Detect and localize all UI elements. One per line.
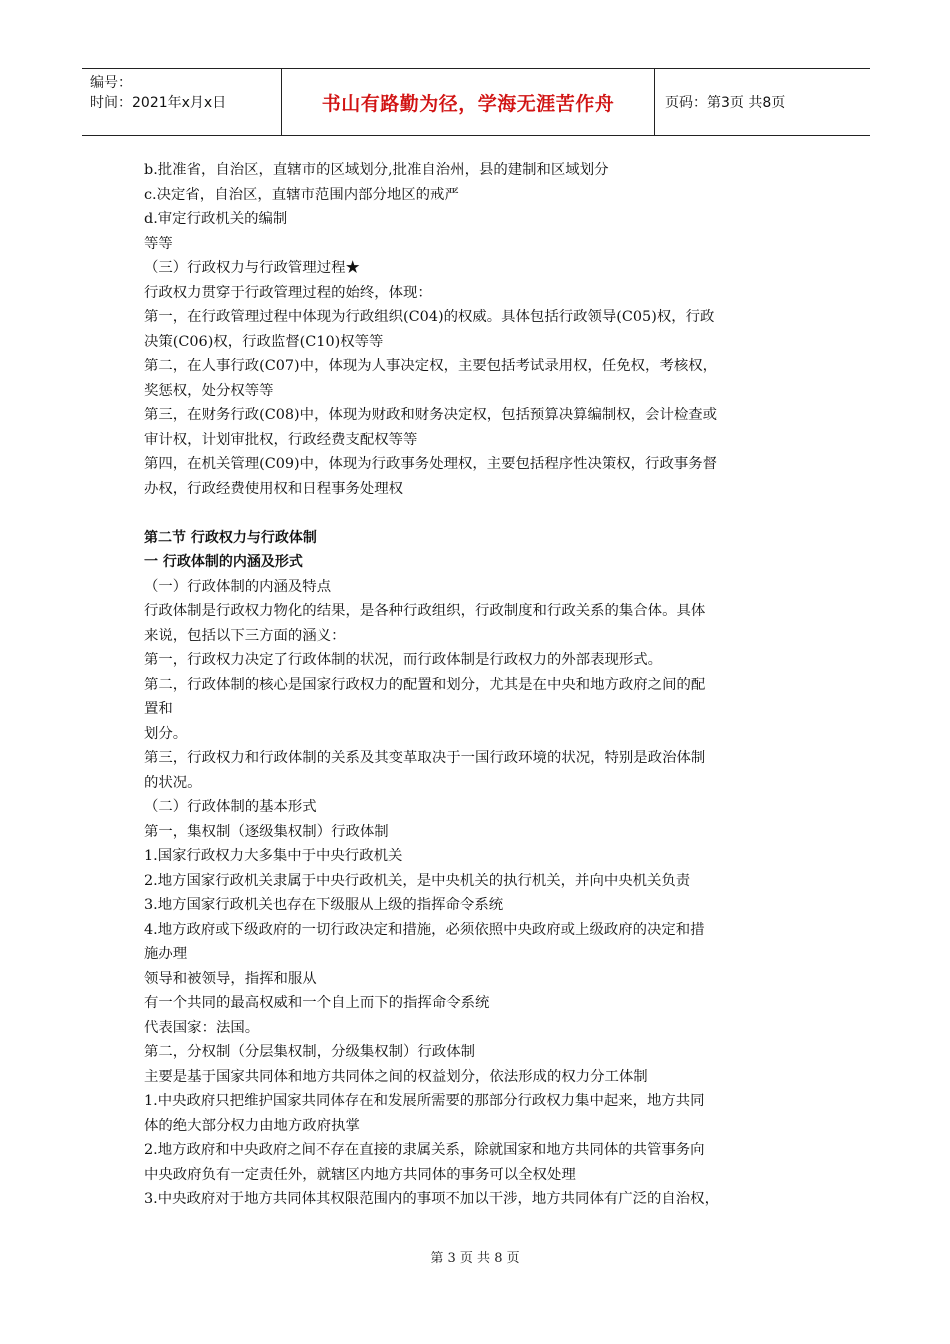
section-subtitle: 一 行政体制的内涵及形式	[144, 554, 303, 570]
body-line: 体的绝大部分权力由地方政府执掌	[144, 1117, 360, 1134]
page-footer: 第 3 页 共 8 页	[430, 1251, 520, 1266]
body-line: 奖惩权，处分权等等	[144, 382, 274, 399]
body-line: c.决定省，自治区，直辖市范围内部分地区的戒严	[144, 186, 459, 203]
body-line: 中央政府负有一定责任外，就辖区内地方共同体的事务可以全权处理	[144, 1166, 576, 1183]
body-line: 主要是基于国家共同体和地方共同体之间的权益划分，依法形成的权力分工体制	[144, 1068, 648, 1085]
document-body	[144, 158, 812, 1212]
section-title: 第二节 行政权力与行政体制	[144, 529, 317, 546]
body-line: 的状况。	[144, 774, 202, 791]
body-line: b.批准省，自治区，直辖市的区域划分,批准自治州，县的建制和区域划分	[144, 162, 609, 178]
header-motto: 书山有路勤为径，学海无涯苦作舟	[282, 69, 655, 135]
body-line: 第一，行政权力决定了行政体制的状况，而行政体制是行政权力的外部表现形式。	[144, 652, 663, 668]
body-line: 决策(C06)权，行政监督(C10)权等等	[144, 333, 384, 350]
document-number: 编号：	[90, 75, 132, 91]
document-date: 时间：2021年x月x日	[90, 95, 227, 111]
body-line: 2.地方国家行政机关隶属于中央行政机关，是中央机关的执行机关，并向中央机关负责	[144, 872, 691, 889]
body-line: 第四，在机关管理(C09)中，体现为行政事务处理权，主要包括程序性决策权，行政事务督	[144, 456, 718, 472]
body-line: 第二，在人事行政(C07)中，体现为人事决定权，主要包括考试录用权，任免权，考核权，	[144, 358, 718, 374]
header-page-info: 页码：第3页 共8页	[665, 95, 786, 111]
paragraph-gap	[144, 501, 812, 526]
body-line: 置和	[144, 701, 173, 717]
body-line: 办权，行政经费使用权和日程事务处理权	[144, 480, 404, 497]
body-line: 领导和被领导，指挥和服从	[144, 970, 317, 987]
body-line: 有一个共同的最高权威和一个自上而下的指挥命令系统	[144, 995, 490, 1011]
body-line: 第三，在财务行政(C08)中，体现为财政和财务决定权，包括预算决算编制权，会计检查或	[144, 407, 718, 423]
body-line: 代表国家：法国。	[144, 1019, 260, 1036]
body-line: 第一，集权制（逐级集权制）行政体制	[144, 823, 389, 840]
header-meta	[82, 69, 282, 135]
body-line: 1.国家行政权力大多集中于中央行政机关	[144, 848, 403, 864]
body-line: （二）行政体制的基本形式	[144, 799, 317, 815]
body-line: 4.地方政府或下级政府的一切行政决定和措施，必须依照中央政府或上级政府的决定和措	[144, 921, 705, 938]
body-line: （一）行政体制的内涵及特点	[144, 578, 332, 595]
body-line: 2.地方政府和中央政府之间不存在直接的隶属关系，除就国家和地方共同体的共管事务向	[144, 1142, 705, 1158]
body-line: 1.中央政府只把维护国家共同体存在和发展所需要的那部分行政权力集中起来，地方共同	[144, 1093, 705, 1109]
body-line: 第三，行政权力和行政体制的关系及其变革取决于一国行政环境的状况，特别是政治体制	[144, 750, 706, 766]
page-header	[82, 68, 870, 136]
body-line: d.审定行政机关的编制	[144, 211, 288, 227]
body-line: 第二，分权制（分层集权制，分级集权制）行政体制	[144, 1044, 475, 1060]
body-line: （三）行政权力与行政管理过程★	[144, 260, 360, 276]
body-line: 行政权力贯穿于行政管理过程的始终，体现：	[144, 284, 432, 301]
body-line: 第二，行政体制的核心是国家行政权力的配置和划分，尤其是在中央和地方政府之间的配	[144, 676, 706, 693]
body-line: 第一，在行政管理过程中体现为行政组织(C04)的权威。具体包括行政领导(C05)权，行政	[144, 309, 715, 325]
body-line: 行政体制是行政权力物化的结果，是各种行政组织，行政制度和行政关系的集合体。具体	[144, 603, 706, 619]
body-line: 施办理	[144, 946, 188, 962]
body-line: 3.中央政府对于地方共同体其权限范围内的事项不加以干涉，地方共同体有广泛的自治权，	[144, 1191, 719, 1207]
body-line: 3.地方国家行政机关也存在下级服从上级的指挥命令系统	[144, 897, 504, 913]
body-line: 等等	[144, 235, 173, 252]
body-line: 划分。	[144, 725, 188, 742]
body-line: 审计权，计划审批权，行政经费支配权等等	[144, 431, 418, 448]
body-line: 来说，包括以下三方面的涵义：	[144, 627, 346, 644]
